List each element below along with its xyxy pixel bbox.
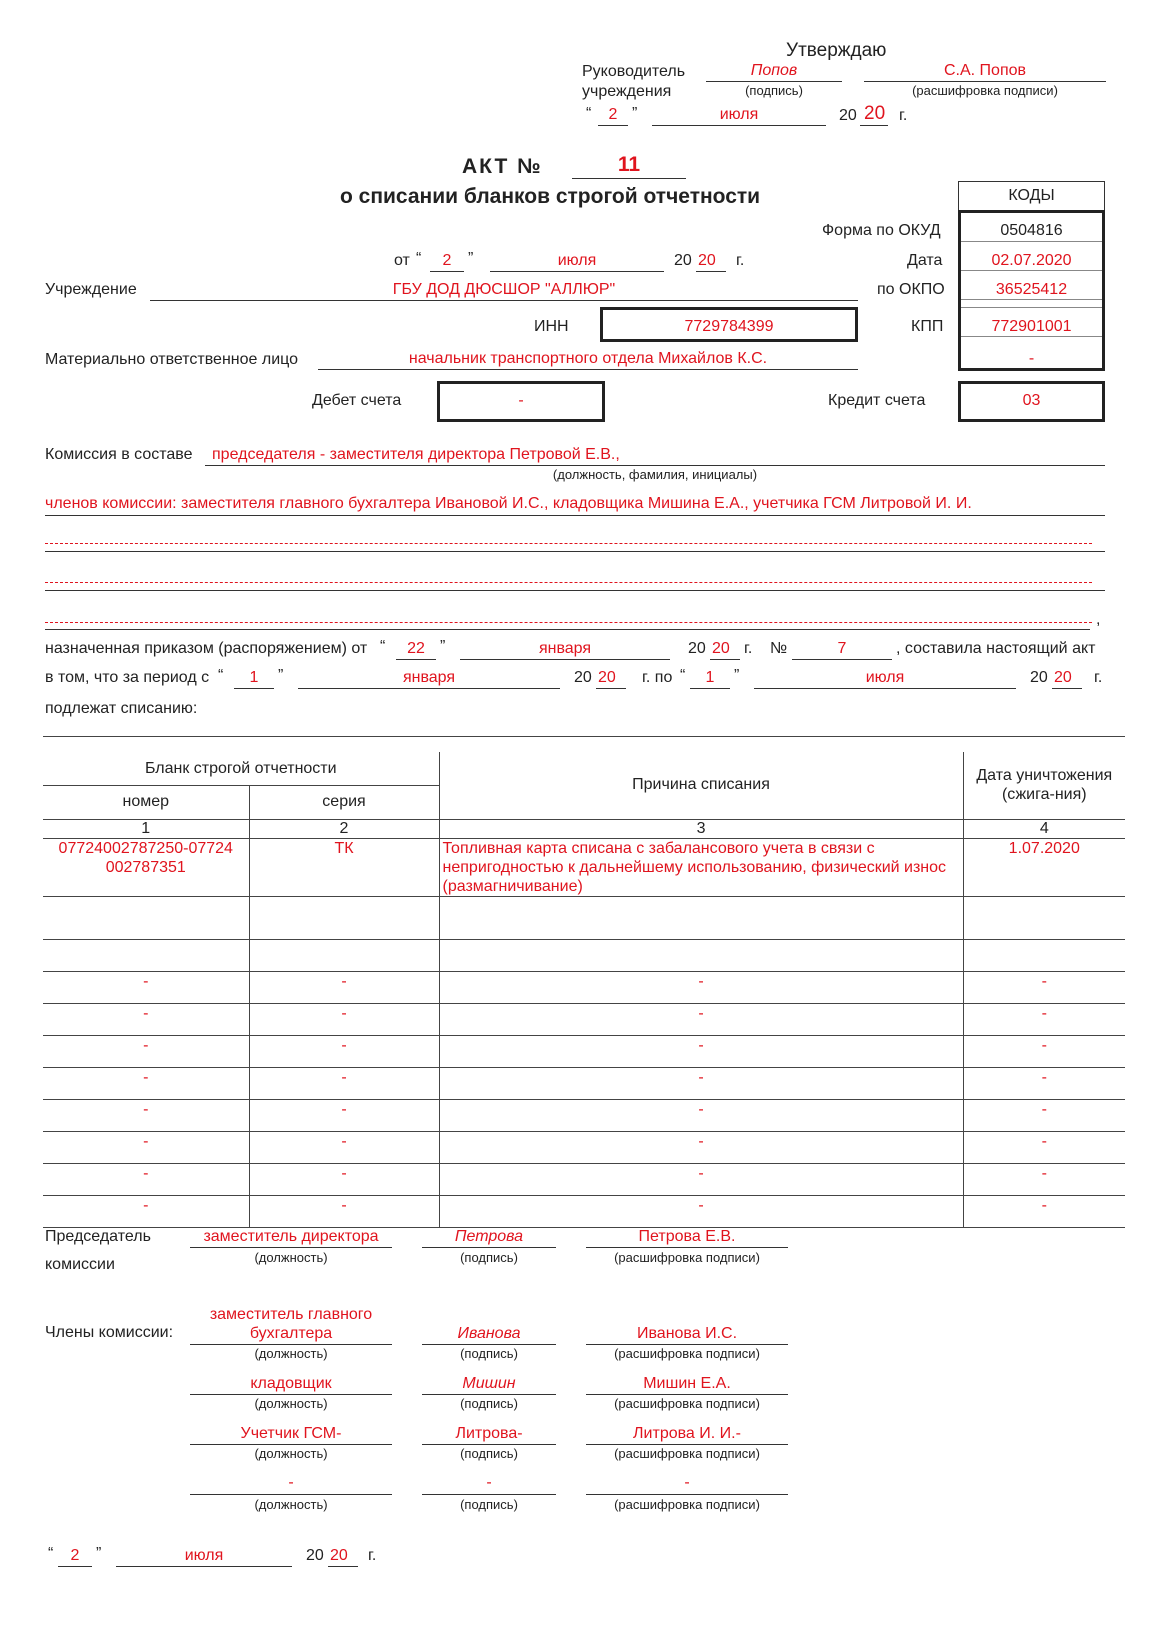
- member-signature: Мишин: [462, 1375, 516, 1392]
- inn-value: 7729784399: [684, 318, 774, 335]
- chair-name: Петрова Е.В.: [638, 1228, 736, 1245]
- table-row: - - - -: [43, 1003, 1125, 1035]
- table-row: - - - -: [43, 1067, 1125, 1099]
- subject-text: подлежат списанию:: [45, 700, 198, 717]
- table-row: - - - -: [43, 971, 1125, 1003]
- chair-signature: Петрова: [454, 1228, 524, 1245]
- col-reason-header: Причина списания: [439, 752, 963, 819]
- debit-value: -: [518, 392, 524, 409]
- inn-label: ИНН: [534, 318, 569, 335]
- responsible-value: начальник транспортного отдела Михайлов К.С.: [408, 350, 768, 367]
- member-signature: Иванова: [457, 1325, 521, 1342]
- member-name: -: [684, 1474, 690, 1491]
- footer-month: июля: [184, 1547, 224, 1564]
- period-label: в том, что за период с: [45, 669, 210, 686]
- credit-label: Кредит счета: [828, 392, 926, 409]
- commission-members: членов комиссии: заместителя главного бухгалтера Ивановой И.С., кладовщика Мишина Е.А., учетчика ГСМ Литровой И. И.: [45, 495, 972, 512]
- codes-extra: -: [1028, 350, 1035, 367]
- commission-caption: (должность, фамилия, инициалы): [552, 467, 758, 482]
- institution-value: ГБУ ДОД ДЮСШОР "АЛЛЮР": [392, 281, 616, 298]
- responsible-label: Материально ответственное лицо: [45, 351, 299, 368]
- footer-day: 2: [70, 1547, 80, 1564]
- head-label-2: учреждения: [582, 83, 672, 100]
- table-row: [43, 939, 1125, 971]
- col-group-header: Бланк строгой отчетности: [43, 752, 439, 785]
- member-position: -: [288, 1474, 294, 1491]
- member-name: Литрова И. И.-: [633, 1425, 741, 1442]
- approve-month: июля: [719, 106, 759, 123]
- commission-label: Комиссия в составе: [45, 446, 193, 463]
- member-position: бухгалтера: [249, 1325, 333, 1342]
- approve-signature-caption: (подпись): [745, 83, 803, 98]
- approve-name: С.А. Попов: [943, 62, 1027, 79]
- col-index: 4: [963, 819, 1125, 838]
- order-label: назначенная приказом (распоряжением) от: [45, 640, 368, 657]
- writeoff-table: [43, 752, 1125, 1228]
- member-position: Учетчик ГСМ-: [240, 1425, 342, 1442]
- codes-header: КОДЫ: [1008, 187, 1055, 204]
- table-row: - - - -: [43, 1035, 1125, 1067]
- col-index: 2: [249, 819, 439, 838]
- order-day: 22: [407, 640, 425, 657]
- writeoff-reason: Топливная карта списана с забалансового учета в связи с непригодностью к дальнейшему использованию, физический износ (размагничивание): [439, 838, 963, 896]
- order-year: 20: [712, 640, 730, 657]
- period-from-day: 1: [249, 669, 259, 686]
- okud-value: 0504816: [1000, 222, 1063, 239]
- credit-value: 03: [1022, 392, 1041, 409]
- members-label: Члены комиссии:: [45, 1324, 174, 1341]
- col-index: 1: [43, 819, 249, 838]
- act-number: 11: [617, 153, 641, 176]
- destruction-date: 1.07.2020: [963, 838, 1125, 896]
- blank-number: 07724002787250-07724002787351: [43, 838, 249, 896]
- member-position: кладовщик: [250, 1375, 332, 1392]
- act-year: 20: [698, 252, 716, 269]
- okpo-value: 36525412: [995, 281, 1068, 298]
- act-label: АКТ №: [462, 155, 543, 178]
- approve-year: 20: [864, 103, 886, 124]
- okpo-label: по ОКПО: [877, 281, 945, 298]
- blank-series: ТК: [249, 838, 439, 896]
- kpp-value: 772901001: [991, 318, 1072, 335]
- period-to-day: 1: [705, 669, 715, 686]
- kpp-label: КПП: [911, 318, 944, 335]
- order-month: января: [538, 640, 592, 657]
- period-to-month: июля: [865, 669, 905, 686]
- head-label-1: Руководитель: [582, 63, 686, 80]
- footer-year: 20: [330, 1547, 348, 1564]
- period-to-year: 20: [1054, 669, 1072, 686]
- table-row: - - - -: [43, 1195, 1125, 1227]
- col-date-header: Дата уничтожения (сжига-ния): [976, 767, 1113, 804]
- approve-title: Утверждаю: [786, 40, 887, 61]
- member-name: Иванова И.С.: [636, 1325, 738, 1342]
- table-row: - - - -: [43, 1163, 1125, 1195]
- member-signature: -: [486, 1474, 492, 1491]
- page-title: о списании бланков строгой отчетности: [340, 185, 761, 208]
- member-name: Мишин Е.А.: [643, 1375, 731, 1392]
- table-row: [43, 896, 1125, 939]
- table-row: - - - -: [43, 1131, 1125, 1163]
- institution-label: Учреждение: [45, 281, 137, 298]
- col-series-header: серия: [249, 785, 439, 819]
- member-signature: Литрова-: [455, 1425, 523, 1442]
- approve-day: 2: [608, 106, 618, 123]
- approve-name-caption: (расшифровка подписи): [912, 83, 1058, 98]
- approve-signature: Попов: [750, 62, 798, 79]
- chair-label-1: Председатель: [45, 1228, 151, 1245]
- okud-label: Форма по ОКУД: [822, 222, 941, 239]
- table-row: - - - -: [43, 1099, 1125, 1131]
- member-position: заместитель главного: [209, 1306, 373, 1323]
- period-from-month: января: [402, 669, 456, 686]
- period-from-year: 20: [598, 669, 616, 686]
- act-month: июля: [557, 252, 597, 269]
- order-number: 7: [837, 640, 847, 657]
- debit-label: Дебет счета: [312, 392, 402, 409]
- table-row: [43, 838, 1125, 896]
- chair-position: заместитель директора: [203, 1228, 379, 1245]
- chair-label-2: комиссии: [45, 1256, 115, 1273]
- date-value: 02.07.2020: [991, 252, 1072, 269]
- commission-chair: председателя - заместителя директора Петровой Е.В.,: [212, 446, 620, 463]
- col-number-header: номер: [43, 785, 249, 819]
- col-index: 3: [439, 819, 963, 838]
- date-label: Дата: [907, 252, 943, 269]
- act-day: 2: [442, 252, 452, 269]
